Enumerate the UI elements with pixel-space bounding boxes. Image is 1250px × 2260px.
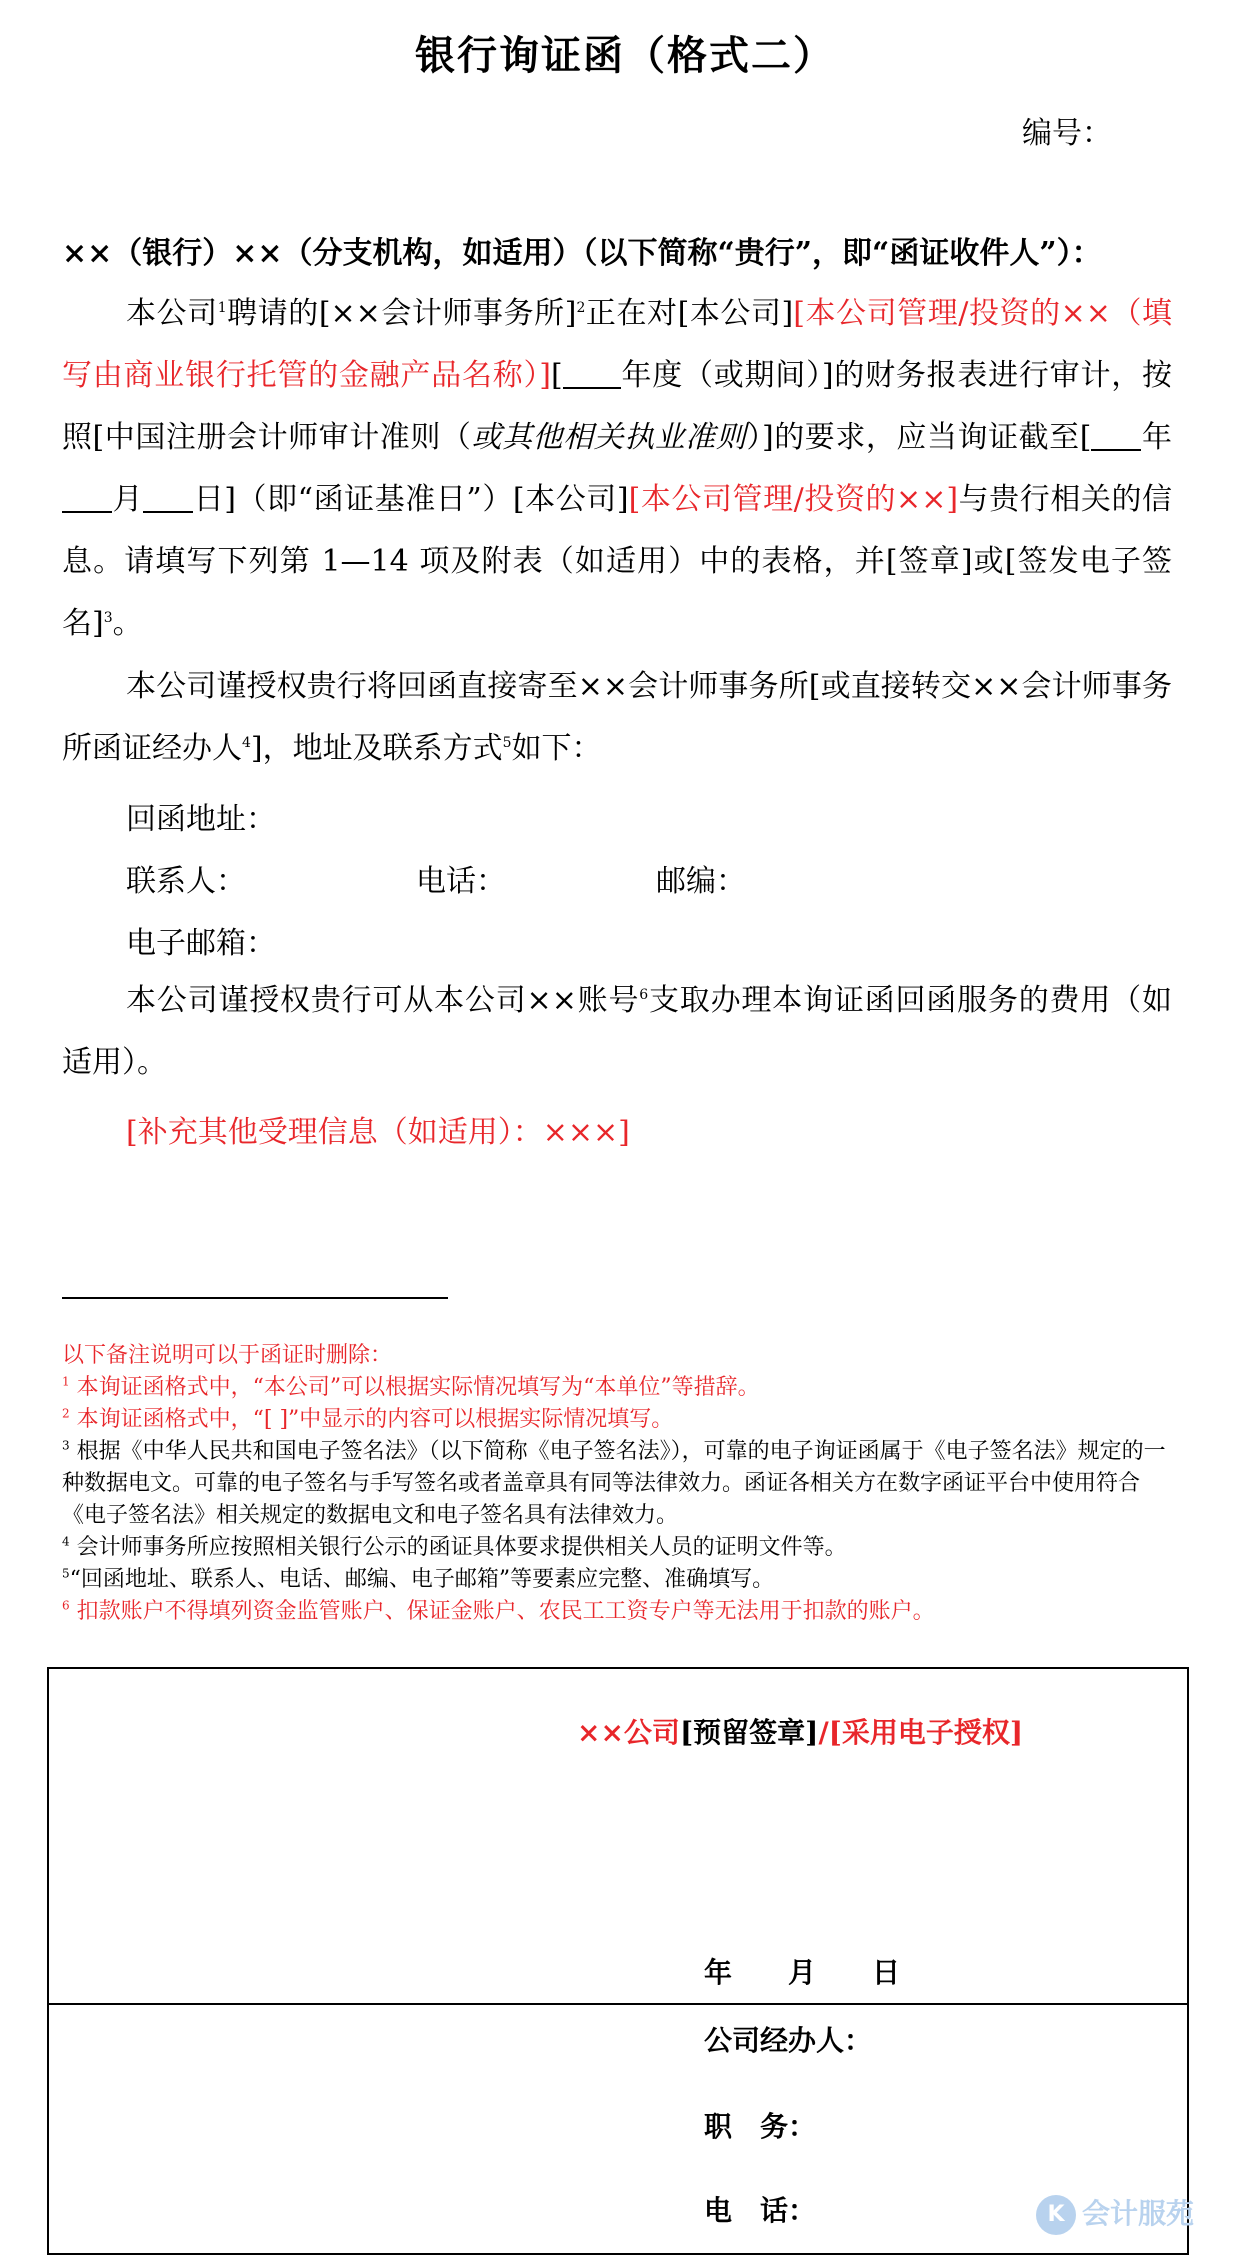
phone-label: 电话： <box>416 864 506 899</box>
year-blank <box>1091 421 1141 451</box>
note-6: $^6$ 扣款账户不得填列资金监管账户、保证金账户、农民工工资专户等无法用于扣款的账户。 <box>62 1598 935 1624</box>
addressee-line: ××（银行）××（分支机构，如适用）（以下简称“贵行”，即“函证收件人”）： <box>62 236 1102 271</box>
signature-box <box>47 1667 1189 2255</box>
managed-product-note: [本公司管理/投资的××（填写由商业银行托管的金融产品名称）] <box>62 296 1173 393</box>
watermark-logo-icon: K <box>1036 2195 1076 2235</box>
footnote-ref-4: 4 <box>242 735 251 751</box>
contact-person-label: 联系人： <box>126 864 246 899</box>
paragraph-3: 本公司谨授权贵行可从本公司××账号$^6$支取办理本询证函回函服务的费用（如适用）。 <box>62 983 1172 1080</box>
managed-investment-note: [本公司管理/投资的××] <box>628 482 959 517</box>
footnote-ref-6: 6 <box>639 987 649 1003</box>
month-blank <box>62 483 112 513</box>
email-label: 电子邮箱： <box>126 926 276 961</box>
note-4: $^4$ 会计师事务所应按照相关银行公示的函证具体要求提供相关人员的证明文件等。 <box>62 1534 847 1560</box>
document-title: 银行询证函（格式二） <box>415 32 835 79</box>
note-3: $^3$ 根据《中华人民共和国电子签名法》（以下简称《电子签名法》），可靠的电子询证函属于《电子签名法》规定的一种数据电文。可靠的电子签名与手写签名或者盖章具有同等法律效力。函证各相关方在数字函证平台中使用符合《电子签名法》相关规定的数据电文和电子签名具有法律效力。 <box>62 1438 1166 1528</box>
company-handler-label: 公司经办人： <box>704 2024 873 2057</box>
paragraph-2: 本公司谨授权贵行将回函直接寄至××会计师事务所[或直接转交××会计师事务所函证经办人$^4$]，地址及联系方式$^5$如下： <box>62 669 1172 766</box>
supplement-info: [补充其他受理信息（如适用）：×××] <box>126 1115 630 1150</box>
day-blank <box>143 483 193 513</box>
handler-phone-label: 电 话： <box>704 2194 817 2227</box>
watermark: K 会计服苑 <box>1036 2192 1194 2235</box>
box-divider <box>49 2003 1187 2005</box>
footnote-ref-3: 3 <box>103 610 113 626</box>
paragraph-1: 本公司$^1$聘请的[××会计师事务所]$^2$正在对[本公司][本公司管理/投资的××（填写由商业银行托管的金融产品名称）][ 年度（或期间）]的财务报表进行审计，按照[中国注册会计师审计准则（或其他相关执业准则）]的要求，应当询证截至[ 年月 日]（即“函证基准日”）[本公司][本公司管理/投资的××]与贵行相关的信息。请填写下列第 1—14 项及附表（如适用）中的表格，并[签章]或[签发电子签名]$^3$。 <box>62 296 1173 641</box>
other-standards-text: 或其他相关执业准则 <box>471 420 747 455</box>
footnote-divider <box>62 1297 448 1299</box>
note-2: $^2$ 本询证函格式中，“[ ]”中显示的内容可以根据实际情况填写。 <box>62 1406 674 1432</box>
signature-date: 年 月 日 <box>704 1956 901 1989</box>
note-5: $^5$“回函地址、联系人、电话、邮编、电子邮箱”等要素应完整、准确填写。 <box>62 1566 775 1592</box>
reply-address-label: 回函地址： <box>126 802 276 837</box>
footnote-ref-1: 1 <box>217 300 227 316</box>
notes-heading: 以下备注说明可以于函证时删除： <box>62 1343 393 1368</box>
postcode-label: 邮编： <box>656 864 746 899</box>
handler-position-label: 职 务： <box>704 2110 817 2143</box>
note-1: $^1$ 本询证函格式中，“本公司”可以根据实际情况填写为“本单位”等措辞。 <box>62 1374 760 1400</box>
contact-row <box>126 856 746 900</box>
footnotes <box>62 1340 1174 1628</box>
fiscal-year-blank <box>563 359 621 389</box>
footnote-ref-2: 2 <box>576 300 586 316</box>
document-number-label: 编号： <box>1022 116 1112 151</box>
footnote-ref-5: 5 <box>502 735 512 751</box>
company-seal-line: ××公司[预留签章]/[采用电子授权] <box>577 1716 1024 1749</box>
